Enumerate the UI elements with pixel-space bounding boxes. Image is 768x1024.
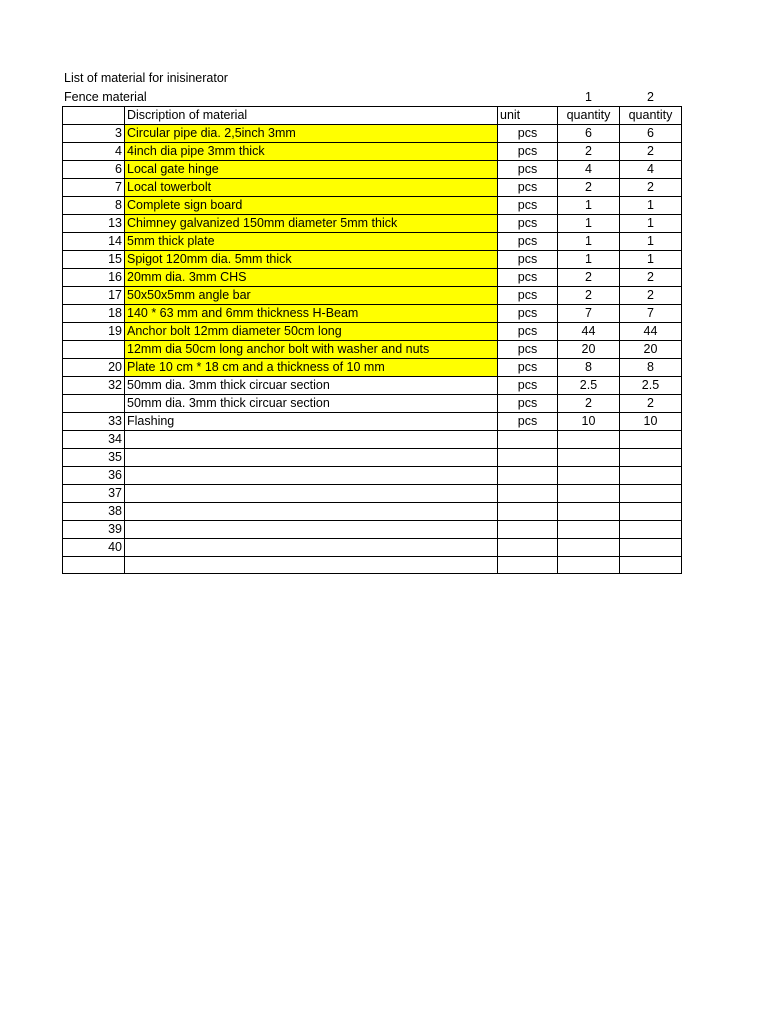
table-row: [63, 557, 682, 574]
table-row: [63, 359, 682, 377]
quantity-2-cell[interactable]: 2: [620, 269, 682, 287]
quantity-1-cell[interactable]: 2: [558, 395, 620, 413]
quantity-2-cell[interactable]: [620, 485, 682, 503]
row-number-cell[interactable]: 36: [63, 467, 125, 485]
unit-cell[interactable]: [498, 557, 558, 574]
unit-cell[interactable]: pcs: [498, 359, 558, 377]
table-row: [63, 413, 682, 431]
quantity-1-cell[interactable]: 7: [558, 305, 620, 323]
table-row: [63, 305, 682, 323]
row-number-cell[interactable]: 18: [63, 305, 125, 323]
row-number-cell[interactable]: 8: [63, 197, 125, 215]
quantity-1-cell[interactable]: 1: [558, 197, 620, 215]
quantity-2-cell[interactable]: 1: [620, 251, 682, 269]
row-number-cell[interactable]: 16: [63, 269, 125, 287]
table-row: [63, 449, 682, 467]
header-num-cell[interactable]: [63, 107, 125, 125]
description-cell[interactable]: [125, 557, 498, 574]
quantity-2-cell[interactable]: 6: [620, 125, 682, 143]
table-row: [63, 179, 682, 197]
description-cell[interactable]: 50mm dia. 3mm thick circuar section: [125, 377, 498, 395]
quantity-1-cell[interactable]: [558, 485, 620, 503]
description-cell[interactable]: 5mm thick plate: [125, 233, 498, 251]
unit-cell[interactable]: pcs: [498, 143, 558, 161]
quantity-2-cell[interactable]: [620, 467, 682, 485]
quantity-2-cell[interactable]: 20: [620, 341, 682, 359]
table-row: [63, 485, 682, 503]
quantity-2-cell[interactable]: [620, 449, 682, 467]
unit-cell[interactable]: [498, 503, 558, 521]
unit-cell[interactable]: [498, 431, 558, 449]
quantity-1-cell[interactable]: 2: [558, 179, 620, 197]
description-cell[interactable]: [125, 485, 498, 503]
unit-cell[interactable]: [498, 485, 558, 503]
row-number-cell[interactable]: 13: [63, 215, 125, 233]
description-cell[interactable]: [125, 521, 498, 539]
quantity-2-cell[interactable]: [620, 539, 682, 557]
quantity-1-cell[interactable]: 2.5: [558, 377, 620, 395]
quantity-2-cell[interactable]: 1: [620, 215, 682, 233]
unit-cell[interactable]: pcs: [498, 125, 558, 143]
table-row: [63, 143, 682, 161]
quantity-2-cell[interactable]: 8: [620, 359, 682, 377]
unit-cell[interactable]: pcs: [498, 377, 558, 395]
table-row: [63, 251, 682, 269]
row-number-cell[interactable]: 38: [63, 503, 125, 521]
unit-cell[interactable]: pcs: [498, 341, 558, 359]
quantity-2-cell[interactable]: 1: [620, 233, 682, 251]
quantity-2-cell[interactable]: [620, 503, 682, 521]
description-cell[interactable]: Anchor bolt 12mm diameter 50cm long: [125, 323, 498, 341]
table-row: [63, 377, 682, 395]
unit-cell[interactable]: pcs: [498, 179, 558, 197]
quantity-2-cell[interactable]: 2: [620, 179, 682, 197]
table-row: [63, 161, 682, 179]
unit-cell[interactable]: pcs: [498, 323, 558, 341]
quantity-1-cell[interactable]: 20: [558, 341, 620, 359]
row-number-cell[interactable]: 4: [63, 143, 125, 161]
header-quantity-1[interactable]: quantity: [558, 107, 620, 125]
table-header-row: [63, 107, 682, 125]
description-cell[interactable]: 50x50x5mm angle bar: [125, 287, 498, 305]
unit-cell[interactable]: pcs: [498, 233, 558, 251]
table-row: [63, 431, 682, 449]
row-number-cell[interactable]: 19: [63, 323, 125, 341]
quantity-1-cell[interactable]: 1: [558, 215, 620, 233]
unit-cell[interactable]: pcs: [498, 413, 558, 431]
quantity-2-cell[interactable]: 7: [620, 305, 682, 323]
quantity-2-cell[interactable]: 1: [620, 197, 682, 215]
description-cell[interactable]: [125, 467, 498, 485]
quantity-2-cell[interactable]: 2.5: [620, 377, 682, 395]
quantity-1-cell[interactable]: [558, 449, 620, 467]
unit-cell[interactable]: pcs: [498, 215, 558, 233]
quantity-2-cell[interactable]: 2: [620, 287, 682, 305]
description-cell[interactable]: Plate 10 cm * 18 cm and a thickness of 10 mm: [125, 359, 498, 377]
table-row: [63, 269, 682, 287]
header-quantity-2[interactable]: quantity: [620, 107, 682, 125]
description-cell[interactable]: Circular pipe dia. 2,5inch 3mm: [125, 125, 498, 143]
quantity-1-cell[interactable]: 44: [558, 323, 620, 341]
row-number-cell[interactable]: 20: [63, 359, 125, 377]
row-number-cell[interactable]: 33: [63, 413, 125, 431]
description-cell[interactable]: [125, 539, 498, 557]
header-unit[interactable]: unit: [498, 107, 558, 125]
description-cell[interactable]: [125, 431, 498, 449]
row-number-cell[interactable]: 3: [63, 125, 125, 143]
description-cell[interactable]: Chimney galvanized 150mm diameter 5mm thick: [125, 215, 498, 233]
row-number-cell[interactable]: 7: [63, 179, 125, 197]
material-table: [62, 106, 682, 574]
quantity-2-cell[interactable]: 2: [620, 143, 682, 161]
quantity-1-cell[interactable]: 2: [558, 269, 620, 287]
table-row: [63, 323, 682, 341]
unit-cell[interactable]: pcs: [498, 395, 558, 413]
unit-cell[interactable]: pcs: [498, 287, 558, 305]
row-number-cell[interactable]: [63, 395, 125, 413]
quantity-2-cell[interactable]: 44: [620, 323, 682, 341]
description-cell[interactable]: 50mm dia. 3mm thick circuar section: [125, 395, 498, 413]
quantity-2-cell[interactable]: [620, 431, 682, 449]
row-number-cell[interactable]: 35: [63, 449, 125, 467]
quantity-1-cell[interactable]: 10: [558, 413, 620, 431]
row-number-cell[interactable]: [63, 557, 125, 574]
table-row: [63, 233, 682, 251]
table-row: [63, 521, 682, 539]
unit-cell[interactable]: pcs: [498, 251, 558, 269]
unit-cell[interactable]: pcs: [498, 197, 558, 215]
quantity-1-cell[interactable]: 1: [558, 251, 620, 269]
description-cell[interactable]: [125, 503, 498, 521]
quantity-1-cell[interactable]: [558, 431, 620, 449]
column-number-1: 1: [585, 90, 592, 104]
sheet-title: List of material for inisinerator: [64, 71, 228, 85]
description-cell[interactable]: Local towerbolt: [125, 179, 498, 197]
row-number-cell[interactable]: 14: [63, 233, 125, 251]
description-cell[interactable]: 4inch dia pipe 3mm thick: [125, 143, 498, 161]
row-number-cell[interactable]: 37: [63, 485, 125, 503]
table-row: [63, 197, 682, 215]
quantity-2-cell[interactable]: 4: [620, 161, 682, 179]
quantity-1-cell[interactable]: 8: [558, 359, 620, 377]
quantity-1-cell[interactable]: [558, 467, 620, 485]
description-cell[interactable]: Spigot 120mm dia. 5mm thick: [125, 251, 498, 269]
quantity-1-cell[interactable]: 1: [558, 233, 620, 251]
description-cell[interactable]: Complete sign board: [125, 197, 498, 215]
quantity-1-cell[interactable]: 4: [558, 161, 620, 179]
table-row: [63, 503, 682, 521]
table-row: [63, 341, 682, 359]
unit-cell[interactable]: [498, 467, 558, 485]
table-row: [63, 539, 682, 557]
unit-cell[interactable]: pcs: [498, 305, 558, 323]
table-row: [63, 287, 682, 305]
unit-cell[interactable]: [498, 521, 558, 539]
table-row: [63, 467, 682, 485]
quantity-1-cell[interactable]: [558, 503, 620, 521]
description-cell[interactable]: 20mm dia. 3mm CHS: [125, 269, 498, 287]
row-number-cell[interactable]: 34: [63, 431, 125, 449]
description-cell[interactable]: 12mm dia 50cm long anchor bolt with washer and nuts: [125, 341, 498, 359]
column-number-2: 2: [647, 90, 654, 104]
row-number-cell[interactable]: 6: [63, 161, 125, 179]
row-number-cell[interactable]: 40: [63, 539, 125, 557]
header-description[interactable]: Discription of material: [125, 107, 498, 125]
unit-cell[interactable]: [498, 539, 558, 557]
sheet-subtitle: Fence material: [64, 90, 147, 104]
row-number-cell[interactable]: 39: [63, 521, 125, 539]
quantity-2-cell[interactable]: [620, 557, 682, 574]
row-number-cell[interactable]: [63, 341, 125, 359]
quantity-1-cell[interactable]: 2: [558, 143, 620, 161]
quantity-2-cell[interactable]: [620, 521, 682, 539]
description-cell[interactable]: [125, 449, 498, 467]
table-row: [63, 125, 682, 143]
row-number-cell[interactable]: 15: [63, 251, 125, 269]
quantity-1-cell[interactable]: [558, 521, 620, 539]
unit-cell[interactable]: [498, 449, 558, 467]
description-cell[interactable]: Local gate hinge: [125, 161, 498, 179]
description-cell[interactable]: 140 * 63 mm and 6mm thickness H-Beam: [125, 305, 498, 323]
quantity-1-cell[interactable]: [558, 539, 620, 557]
quantity-1-cell[interactable]: 2: [558, 287, 620, 305]
description-cell[interactable]: Flashing: [125, 413, 498, 431]
unit-cell[interactable]: pcs: [498, 161, 558, 179]
table-row: [63, 215, 682, 233]
table-row: [63, 395, 682, 413]
quantity-2-cell[interactable]: 2: [620, 395, 682, 413]
row-number-cell[interactable]: 32: [63, 377, 125, 395]
quantity-1-cell[interactable]: 6: [558, 125, 620, 143]
quantity-1-cell[interactable]: [558, 557, 620, 574]
unit-cell[interactable]: pcs: [498, 269, 558, 287]
row-number-cell[interactable]: 17: [63, 287, 125, 305]
quantity-2-cell[interactable]: 10: [620, 413, 682, 431]
